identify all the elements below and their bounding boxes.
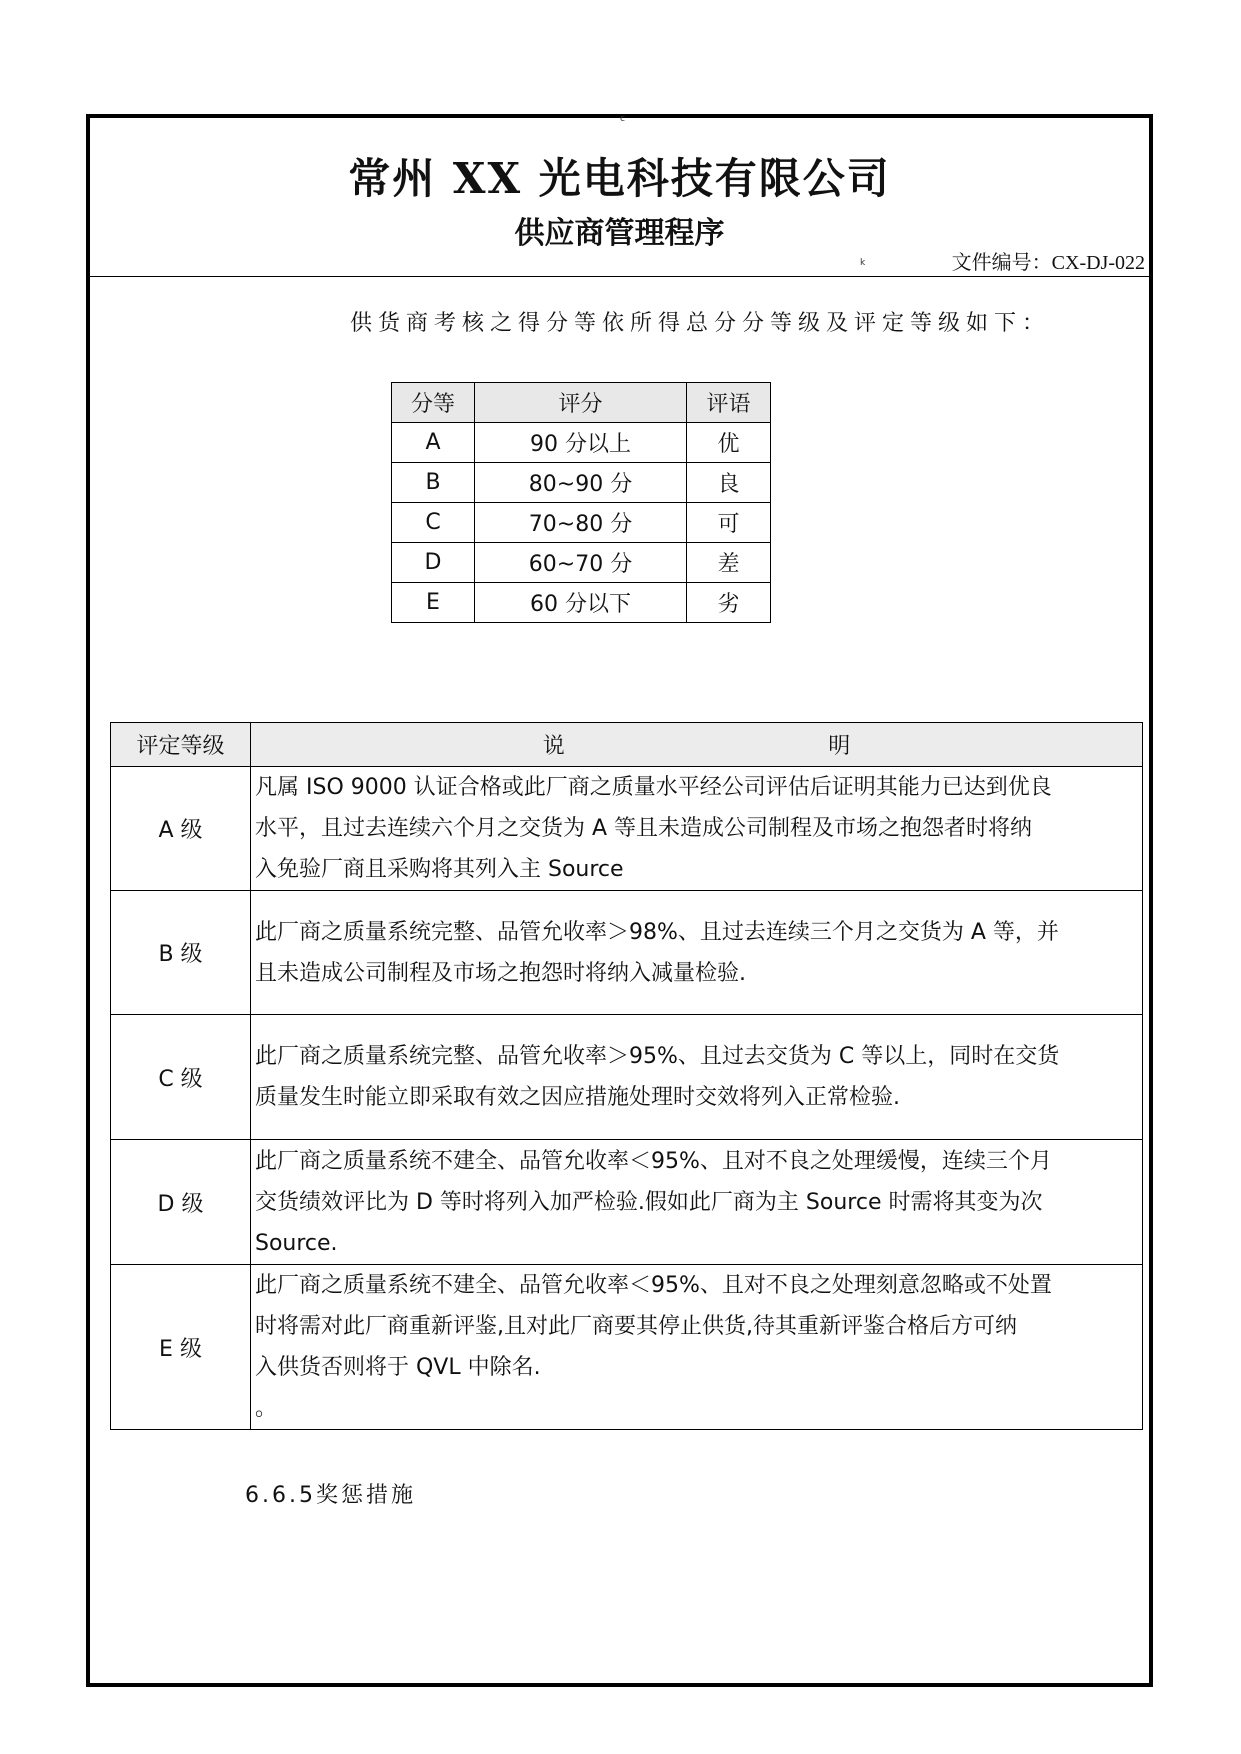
score-grade-table — [391, 382, 771, 623]
table-row — [111, 767, 1143, 891]
score-cell-range: 80~90 分 — [475, 463, 687, 503]
description-line: 此厂商之质量系统不建全、品管允收率＜95%、且对不良之处理刻意忽略或不处置 — [255, 1273, 1052, 1298]
description-line: 入供货否则将于 QVL 中除名. — [255, 1355, 541, 1380]
table-row — [111, 891, 1143, 1015]
header-mark-mid: k — [860, 258, 866, 268]
score-header-comment: 评语 — [687, 383, 771, 423]
description-line: 时将需对此厂商重新评鉴,且对此厂商要其停止供货,待其重新评鉴合格后方可纳 — [255, 1314, 1017, 1339]
level-cell: D 级 — [111, 1140, 251, 1265]
description-cell — [251, 1140, 1143, 1265]
score-header-score: 评分 — [475, 383, 687, 423]
document-number: 文件编号：CX-DJ-022 — [951, 252, 1145, 274]
company-name: 常州 XX 光电科技有限公司 — [348, 154, 891, 203]
description-line: Source. — [255, 1230, 338, 1256]
score-cell-range: 60~70 分 — [475, 543, 687, 583]
level-cell: E 级 — [111, 1265, 251, 1430]
table-row — [111, 1265, 1143, 1430]
score-cell-comment: 优 — [687, 423, 771, 463]
description-cell — [251, 1265, 1143, 1430]
score-cell-range: 60 分以下 — [475, 583, 687, 623]
intro-text: 供货商考核之得分等依所得总分分等级及评定等级如下： — [350, 311, 1051, 336]
description-cell — [251, 891, 1143, 1015]
score-header-grade: 分等 — [392, 383, 475, 423]
level-cell: A 级 — [111, 767, 251, 891]
score-table-header-row — [392, 383, 771, 423]
description-line: 交货绩效评比为 D 等时将列入加严检验.假如此厂商为主 Source 时需将其变为次 — [255, 1189, 1043, 1215]
description-cell — [251, 767, 1143, 891]
header-mark-top: c — [620, 114, 625, 124]
table-row — [392, 583, 771, 623]
score-cell-grade: C — [392, 503, 475, 543]
level-table-header-row — [111, 723, 1143, 767]
description-line: 此厂商之质量系统不建全、品管允收率＜95%、且对不良之处理缓慢，连续三个月 — [255, 1148, 1052, 1174]
score-cell-comment: 差 — [687, 543, 771, 583]
description-header — [251, 723, 1143, 767]
score-cell-comment: 良 — [687, 463, 771, 503]
score-cell-grade: D — [392, 543, 475, 583]
document-header — [90, 114, 1149, 277]
description-line: 。 — [255, 1396, 278, 1421]
description-line: 凡属 ISO 9000 认证合格或此厂商之质量水平经公司评估后证明其能力已达到优良 — [255, 775, 1052, 800]
table-row — [392, 543, 771, 583]
table-row — [111, 1140, 1143, 1265]
score-cell-grade: B — [392, 463, 475, 503]
level-description-table — [110, 722, 1143, 1430]
reward-section-heading: 6.6.5奖惩措施 — [245, 1483, 416, 1508]
score-cell-grade: A — [392, 423, 475, 463]
document-frame — [86, 114, 1153, 1687]
table-row — [111, 1015, 1143, 1140]
description-cell — [251, 1015, 1143, 1140]
description-line: 此厂商之质量系统完整、品管允收率＞95%、且过去交货为 C 等以上，同时在交货 — [255, 1044, 1060, 1069]
level-header: 评定等级 — [111, 723, 251, 767]
table-row — [392, 423, 771, 463]
score-cell-grade: E — [392, 583, 475, 623]
level-cell: C 级 — [111, 1015, 251, 1140]
score-cell-comment: 劣 — [687, 583, 771, 623]
table-row — [392, 503, 771, 543]
table-row — [392, 463, 771, 503]
score-cell-range: 70~80 分 — [475, 503, 687, 543]
document-title: 供应商管理程序 — [514, 216, 725, 251]
description-line: 入免验厂商且采购将其列入主 Source — [255, 857, 624, 882]
level-cell: B 级 — [111, 891, 251, 1015]
description-line: 此厂商之质量系统完整、品管允收率＞98%、且过去连续三个月之交货为 A 等，并 — [255, 919, 1059, 945]
description-line: 且未造成公司制程及市场之抱怨时将纳入减量检验. — [255, 960, 746, 986]
description-header-part-2: 明 — [828, 734, 851, 759]
description-line: 质量发生时能立即采取有效之因应措施处理时交效将列入正常检验. — [255, 1085, 900, 1110]
score-cell-range: 90 分以上 — [475, 423, 687, 463]
score-cell-comment: 可 — [687, 503, 771, 543]
description-header-part-1: 说 — [542, 734, 565, 759]
description-line: 水平，且过去连续六个月之交货为 A 等且未造成公司制程及市场之抱怨者时将纳 — [255, 816, 1033, 841]
